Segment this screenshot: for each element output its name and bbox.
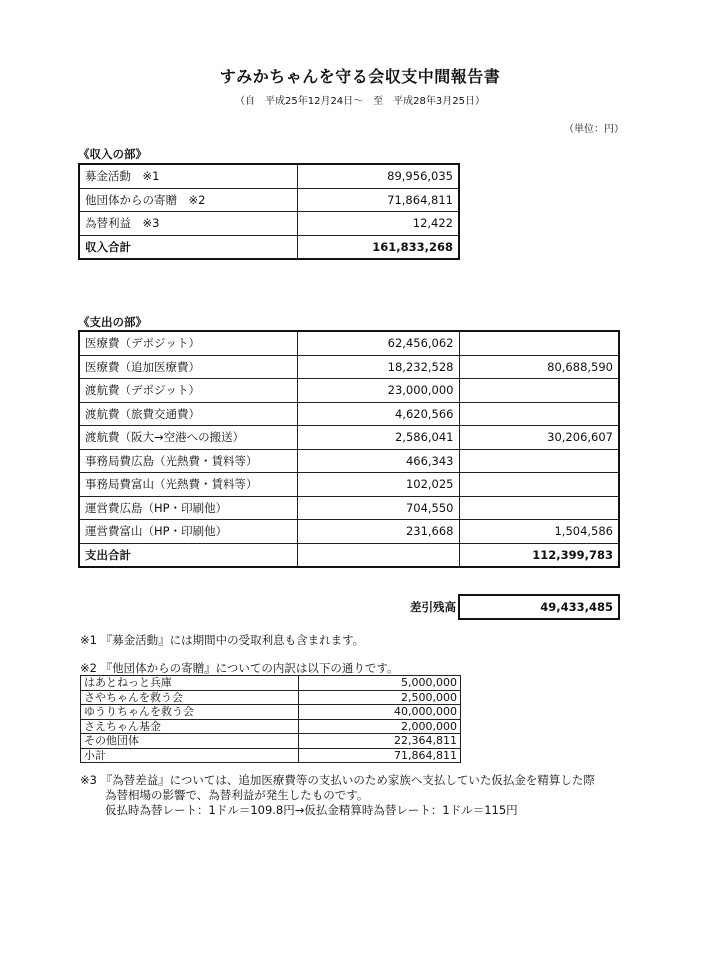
donor-name: ゆうりちゃんを救う会 — [81, 705, 299, 720]
balance-label: 差引残高 — [410, 600, 456, 614]
table-row — [81, 719, 461, 734]
expense-amount: 231,668 — [297, 520, 459, 544]
income-label: 為替利益 ※3 — [79, 212, 297, 236]
expense-total-label: 支出合計 — [79, 543, 297, 567]
income-total-amount: 161,833,268 — [297, 235, 459, 259]
expense-subtotal: 30,206,607 — [459, 426, 619, 450]
donor-breakdown-table — [80, 675, 461, 763]
expense-subtotal — [459, 331, 619, 355]
expense-label: 医療費（追加医療費） — [79, 355, 297, 379]
expense-subtotal — [459, 402, 619, 426]
note-3-line-1: ※3 『為替差益』については、追加医療費等の支払いのため家族へ支払していた仮払金を精算した際 — [80, 773, 595, 787]
income-total-label: 収入合計 — [79, 235, 297, 259]
expense-total-empty — [297, 543, 459, 567]
table-row — [79, 402, 619, 426]
expense-subtotal: 1,504,586 — [459, 520, 619, 544]
donor-amount: 40,000,000 — [299, 705, 461, 720]
table-row — [79, 188, 459, 212]
table-row — [79, 164, 459, 188]
income-total-row — [79, 235, 459, 259]
income-label: 他団体からの寄贈 ※2 — [79, 188, 297, 212]
donor-amount: 2,500,000 — [299, 690, 461, 705]
note-3-line-2: 為替相場の影響で、為替利益が発生したものです。 — [105, 788, 369, 802]
expense-label: 渡航費（阪大→空港への搬送） — [79, 426, 297, 450]
expense-amount: 62,456,062 — [297, 331, 459, 355]
table-row — [79, 473, 619, 497]
donor-name: さえちゃん基金 — [81, 719, 299, 734]
expense-label: 運営費富山（HP・印刷他） — [79, 520, 297, 544]
table-row — [81, 690, 461, 705]
donor-amount: 5,000,000 — [299, 676, 461, 691]
expense-subtotal: 80,688,590 — [459, 355, 619, 379]
table-row — [79, 496, 619, 520]
report-title: すみかちゃんを守る会収支中間報告書 — [219, 67, 501, 86]
table-row — [81, 748, 461, 763]
donor-amount: 2,000,000 — [299, 719, 461, 734]
expense-total-amount: 112,399,783 — [459, 543, 619, 567]
note-1: ※1 『募金活動』には期間中の受取利息も含まれます。 — [80, 633, 365, 647]
expense-total-row — [79, 543, 619, 567]
expense-amount: 4,620,566 — [297, 402, 459, 426]
expense-section-label: 《支出の部》 — [78, 315, 147, 329]
expense-amount: 18,232,528 — [297, 355, 459, 379]
donor-amount: 71,864,811 — [299, 748, 461, 763]
table-row — [79, 520, 619, 544]
note-3-line-3: 仮払時為替レート：1ドル＝109.8円→仮払金精算時為替レート：1ドル＝115円 — [105, 803, 518, 817]
expense-subtotal — [459, 473, 619, 497]
table-row — [79, 426, 619, 450]
report-period: （自 平成25年12月24日～ 至 平成28年3月25日） — [235, 96, 485, 107]
expense-label: 医療費（デポジット） — [79, 331, 297, 355]
expense-label: 渡航費（旅費交通費） — [79, 402, 297, 426]
donor-amount: 22,364,811 — [299, 734, 461, 749]
expense-subtotal — [459, 379, 619, 403]
income-section-label: 《収入の部》 — [78, 147, 147, 161]
donor-name: さやちゃんを救う会 — [81, 690, 299, 705]
balance-amount: 49,433,485 — [459, 595, 619, 619]
expense-subtotal — [459, 496, 619, 520]
donor-name: はあとねっと兵庫 — [81, 676, 299, 691]
donor-name: その他団体 — [81, 734, 299, 749]
table-row — [79, 379, 619, 403]
unit-label: （単位：円） — [564, 124, 624, 135]
expense-amount: 704,550 — [297, 496, 459, 520]
expense-amount: 2,586,041 — [297, 426, 459, 450]
table-row — [79, 355, 619, 379]
table-row — [81, 676, 461, 691]
note-2: ※2 『他団体からの寄贈』についての内訳は以下の通りです。 — [80, 661, 399, 675]
income-amount: 89,956,035 — [297, 164, 459, 188]
income-table — [78, 163, 460, 260]
donor-name: 小計 — [81, 748, 299, 763]
table-row — [81, 705, 461, 720]
income-amount: 71,864,811 — [297, 188, 459, 212]
income-label: 募金活動 ※1 — [79, 164, 297, 188]
table-row — [79, 331, 619, 355]
expense-amount: 102,025 — [297, 473, 459, 497]
expense-label: 事務局費広島（光熱費・賃料等） — [79, 449, 297, 473]
balance-table — [458, 594, 620, 620]
expense-amount: 23,000,000 — [297, 379, 459, 403]
income-amount: 12,422 — [297, 212, 459, 236]
expense-table — [78, 330, 620, 568]
expense-label: 渡航費（デポジット） — [79, 379, 297, 403]
table-row — [79, 449, 619, 473]
expense-amount: 466,343 — [297, 449, 459, 473]
expense-label: 運営費広島（HP・印刷他） — [79, 496, 297, 520]
expense-subtotal — [459, 449, 619, 473]
expense-label: 事務局費富山（光熱費・賃料等） — [79, 473, 297, 497]
table-row — [81, 734, 461, 749]
table-row — [79, 212, 459, 236]
